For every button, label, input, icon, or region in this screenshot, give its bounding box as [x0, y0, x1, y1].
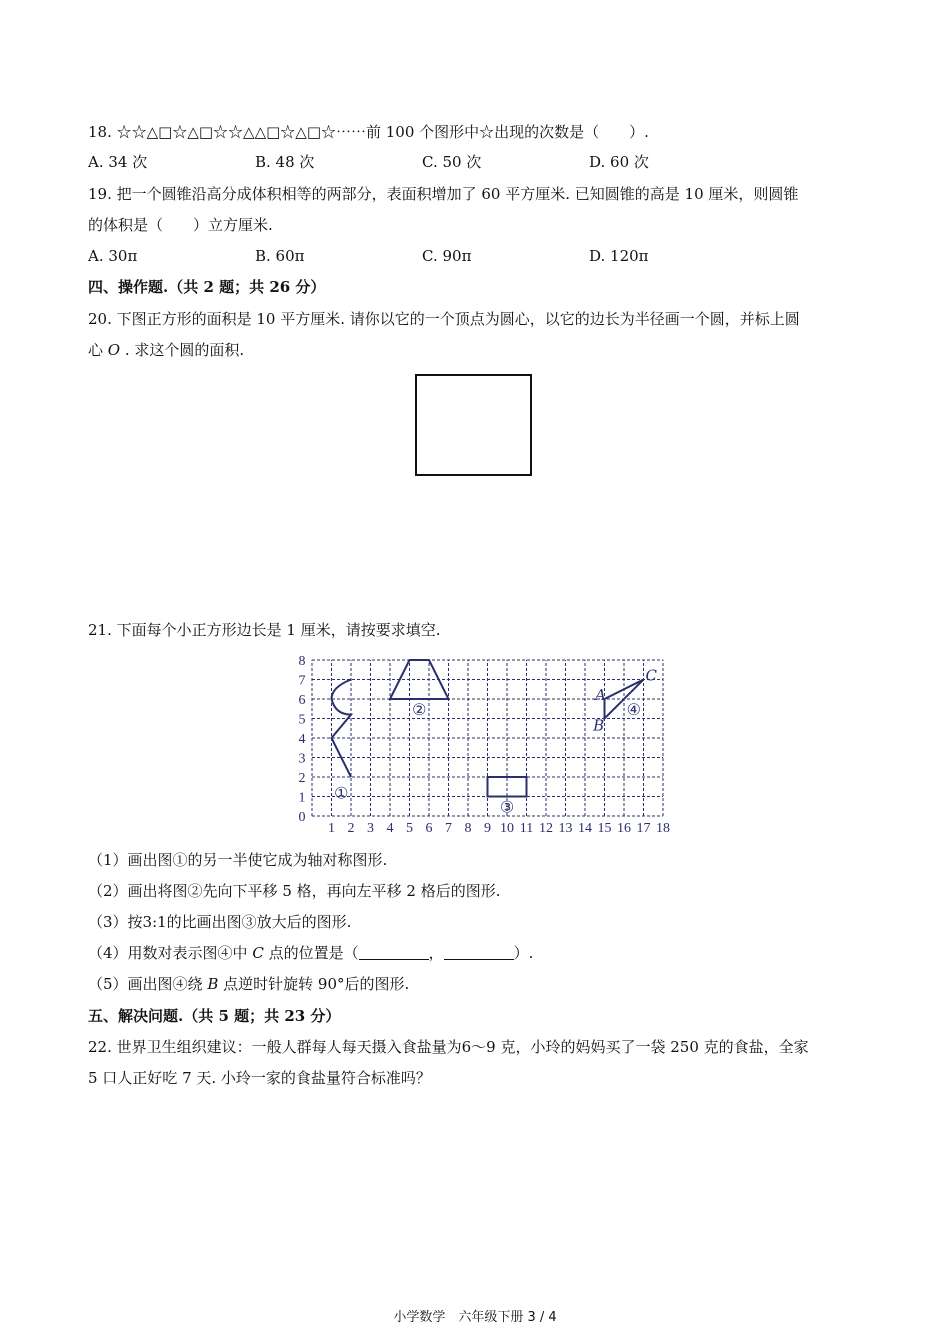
- x-tick-label: 4: [386, 821, 394, 836]
- q20-line1: 20. 下图正方形的面积是 10 平方厘米. 请你以它的一个顶点为圆心，以它的边长为半径画一个圆，并标上圆: [88, 310, 800, 328]
- x-tick-label: 15: [597, 821, 612, 836]
- q21-sub4-pre: （4）用数对表示图④中: [88, 944, 248, 962]
- q21-sub4-point-c: C: [252, 944, 264, 962]
- y-tick-label: 5: [298, 712, 306, 728]
- y-tick-label: 0: [298, 810, 306, 825]
- q21-sub5-pre: （5）画出图④绕: [88, 975, 203, 993]
- q20-line2-pre: 心: [88, 341, 104, 359]
- q21-sub5-point-b: B: [207, 975, 219, 993]
- figure-1-shape: [332, 680, 352, 778]
- x-tick-label: 13: [558, 821, 573, 836]
- x-tick-label: 18: [656, 821, 670, 836]
- answer-blank-1[interactable]: [359, 945, 429, 960]
- x-tick-label: 14: [578, 821, 592, 836]
- q19-option-a: A. 30π: [88, 247, 138, 265]
- q20-line2-post: . 求这个圆的面积.: [124, 341, 245, 359]
- point-b-label: B: [593, 716, 605, 735]
- x-tick-label: 10: [500, 821, 514, 836]
- q21-sub5-post: 点逆时针旋转 90°后的图形.: [223, 975, 410, 993]
- q18-option-b: B. 48 次: [255, 153, 315, 171]
- y-tick-label: 2: [298, 771, 306, 786]
- q21-sub4-mid: 点的位置是（: [268, 944, 359, 962]
- y-tick-label: 6: [298, 693, 306, 708]
- q21-sub2: （2）画出将图②先向下平移 5 格，再向左平移 2 格后的图形.: [88, 882, 501, 900]
- x-tick-label: 8: [464, 821, 472, 836]
- answer-blank-2[interactable]: [444, 945, 514, 960]
- page-footer: 小学数学 六年级下册 3 / 4: [393, 1310, 557, 1325]
- figure-2-label: ②: [412, 699, 427, 719]
- x-tick-label: 7: [445, 821, 452, 836]
- point-a-label: A: [595, 686, 607, 705]
- q21-sub4-post: ）.: [513, 944, 534, 962]
- coordinate-grid: [280, 648, 680, 838]
- x-tick-label: 17: [636, 821, 651, 836]
- figure-3-label: ③: [499, 797, 515, 817]
- q20-line2: [88, 340, 244, 360]
- x-tick-label: 1: [328, 821, 335, 836]
- y-tick-label: 7: [298, 673, 306, 689]
- q18-text: 18. ☆☆△□☆△□☆☆△△□☆△□☆⋯⋯前 100 个图形中☆出现的次数是（ ）.: [88, 123, 649, 141]
- q19-option-b: B. 60π: [255, 247, 305, 265]
- figure-4-label: ④: [626, 699, 641, 719]
- y-tick-label: 8: [298, 654, 306, 669]
- q21-sub5: [88, 974, 409, 994]
- q19-option-c: C. 90π: [422, 247, 472, 265]
- grid-tick-labels: [299, 654, 671, 836]
- q18-option-c: C. 50 次: [422, 153, 482, 171]
- figure-1-label: ①: [334, 783, 349, 803]
- square-figure: [415, 374, 532, 476]
- y-tick-label: 3: [298, 751, 306, 767]
- section-4-heading: 四、操作题.（共 2 题；共 26 分）: [88, 278, 326, 296]
- q18-option-d: D. 60 次: [589, 153, 649, 171]
- x-tick-label: 2: [347, 821, 355, 836]
- q21-sub3: （3）按3:1的比画出图③放大后的图形.: [88, 913, 352, 931]
- x-tick-label: 6: [425, 821, 433, 836]
- q22-line1: 22. 世界卫生组织建议：一般人群每人每天摄入食盐量为6～9 克，小玲的妈妈买了一袋 250 克的食盐，全家: [88, 1038, 809, 1056]
- q19-option-d: D. 120π: [589, 247, 649, 265]
- section-5-heading: 五、解决问题.（共 5 题；共 23 分）: [88, 1007, 341, 1025]
- q21-intro: 21. 下面每个小正方形边长是 1 厘米，请按要求填空.: [88, 621, 441, 639]
- x-tick-label: 5: [406, 821, 413, 836]
- x-tick-label: 16: [617, 821, 631, 836]
- x-tick-label: 9: [484, 821, 491, 836]
- x-tick-label: 3: [367, 821, 374, 836]
- x-tick-label: 11: [519, 821, 534, 836]
- q21-sub4-sep: ，: [428, 944, 444, 962]
- x-tick-label: 12: [539, 821, 553, 836]
- q19-line2: 的体积是（ ）立方厘米.: [88, 216, 273, 234]
- q21-sub1: （1）画出图①的另一半使它成为轴对称图形.: [88, 851, 388, 869]
- y-tick-label: 1: [298, 790, 306, 806]
- q20-center-o: O: [107, 341, 121, 359]
- q21-sub4: [88, 943, 533, 963]
- q18-option-a: A. 34 次: [88, 153, 148, 171]
- point-c-label: C: [645, 666, 658, 685]
- q19-line1: 19. 把一个圆锥沿高分成体积相等的两部分，表面积增加了 60 平方厘米. 已知圆锥的高是 10 厘米，则圆锥: [88, 185, 799, 203]
- y-tick-label: 4: [298, 732, 306, 747]
- q22-line2: 5 口人正好吃 7 天. 小玲一家的食盐量符合标准吗？: [88, 1069, 431, 1087]
